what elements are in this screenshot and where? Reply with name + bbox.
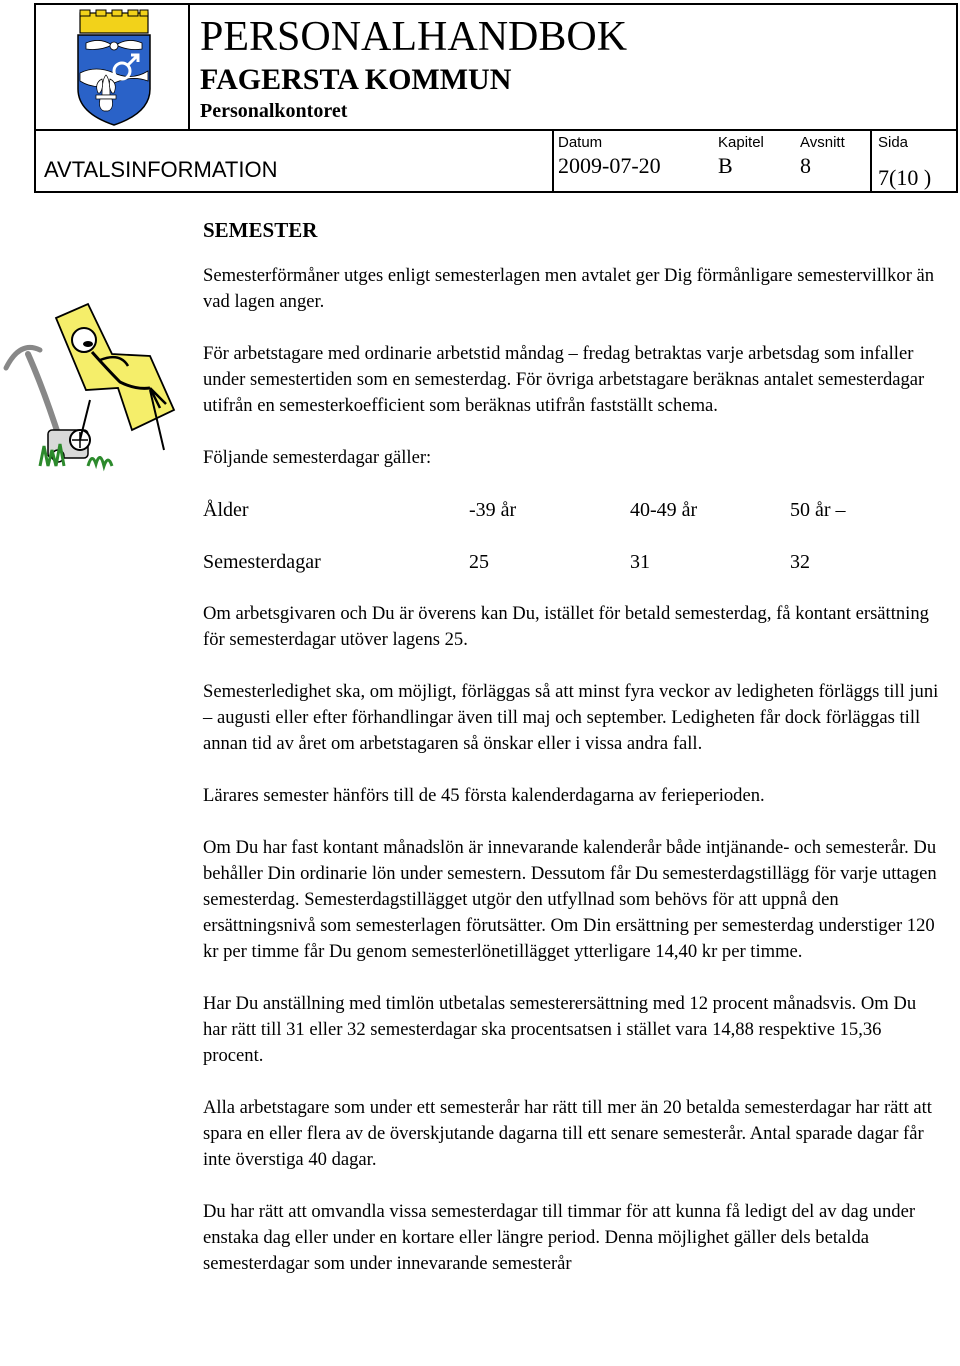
section-heading: SEMESTER (203, 218, 318, 242)
municipal-coat-of-arms-logo (74, 9, 154, 127)
paragraph: Om arbetsgivaren och Du är överens kan Du, istället för betald semesterdag, få kontant ersättning för semesterdagar utöver lagens 25. (203, 603, 929, 650)
handbook-title: PERSONALHANDBOK (200, 14, 628, 60)
paragraph: Följande semesterdagar gäller: (203, 447, 432, 468)
header-meta-row (36, 131, 956, 191)
section-number-label: Avsnitt (800, 134, 845, 151)
date-value: 2009-07-20 (558, 153, 661, 178)
section-number-value: 8 (800, 153, 811, 178)
organization-name: FAGERSTA KOMMUN (200, 63, 512, 96)
logo-cell (36, 5, 190, 131)
paragraph: Om Du har fast kontant månadslön är innevarande kalenderår både intjänande- och semesterår. Du behåller Din ordinarie lön under semestern. Dessutom får Du semesterdagstillägg för varje uttagen semesterdag. Semesterdagstillägget utgör den utfyllnad som behövs för att uppnå den ersättningsnivå som semesterlagen förutsätter. Om Din ersättning per semesterdag understiger 120 kr per timme får Du genom semesterlönetillägget ytterligare 14,40 kr per timme. (203, 837, 937, 962)
days-value: 32 (790, 551, 810, 573)
age-bracket: -39 år (469, 499, 517, 521)
chapter-label: Kapitel (718, 134, 764, 151)
days-row (203, 549, 943, 575)
age-label: Ålder (203, 499, 249, 521)
page-number: 7(10 ) (878, 165, 932, 190)
page-label: Sida (878, 134, 909, 151)
days-value: 25 (469, 551, 489, 573)
paragraph: Lärares semester hänförs till de 45 första kalenderdagarna av ferieperioden. (203, 785, 765, 806)
paragraph: Alla arbetstagare som under ett semesterår har rätt till mer än 20 betalda semesterdagar har rätt att spara en eller flera av de överskjutande dagarna till ett senare semesterår. Antal sparade dagar får inte överstiga 40 dagar. (203, 1097, 932, 1170)
age-row (203, 497, 943, 523)
meta-divider (552, 131, 554, 193)
document-body (203, 217, 943, 1303)
days-label: Semesterdagar (203, 551, 321, 573)
days-value: 31 (630, 551, 650, 573)
paragraph: Semesterledighet ska, om möjligt, förläggas så att minst fyra veckor av ledigheten förläggs till juni – augusti eller efter förhandlingar även till maj och september. Ledigheten får dock förläggas till annan tid av året om arbetstagaren så önskar eller i vissa andra fall. (203, 681, 939, 754)
meta-divider (870, 131, 872, 193)
paragraph: Semesterförmåner utges enligt semesterlagen men avtalet ger Dig förmånligare semestervillkor än vad lagen anger. (203, 265, 935, 312)
age-bracket: 50 år – (790, 499, 846, 521)
age-bracket: 40-49 år (630, 499, 698, 521)
sunbathing-lawnmower-illustration (0, 290, 200, 480)
section-name: AVTALSINFORMATION (44, 157, 278, 182)
chapter-value: B (718, 153, 733, 178)
document-header (34, 3, 958, 193)
paragraph: För arbetstagare med ordinarie arbetstid måndag – fredag betraktas varje arbetsdag som infaller under semestertiden som en semesterdag. För övriga arbetstagare beräknas antalet semesterdagar utifrån en semesterkoefficient som beräknas utifrån fastställt schema. (203, 343, 925, 416)
paragraph: Du har rätt att omvandla vissa semesterdagar till timmar för att kunna få ledigt del av dag under enstaka dag eller under en kortare eller längre period. Denna möjlighet gäller dels betalda semesterdagar som under innevarande semesterår (203, 1201, 916, 1274)
date-label: Datum (558, 134, 603, 151)
department-name: Personalkontoret (200, 100, 348, 122)
paragraph: Har Du anställning med timlön utbetalas semesterersättning med 12 procent månadsvis. Om Du har rätt till 31 eller 32 semesterdagar ska procentsatsen i stället vara 14,88 respektive 15,36 procent. (203, 993, 917, 1066)
